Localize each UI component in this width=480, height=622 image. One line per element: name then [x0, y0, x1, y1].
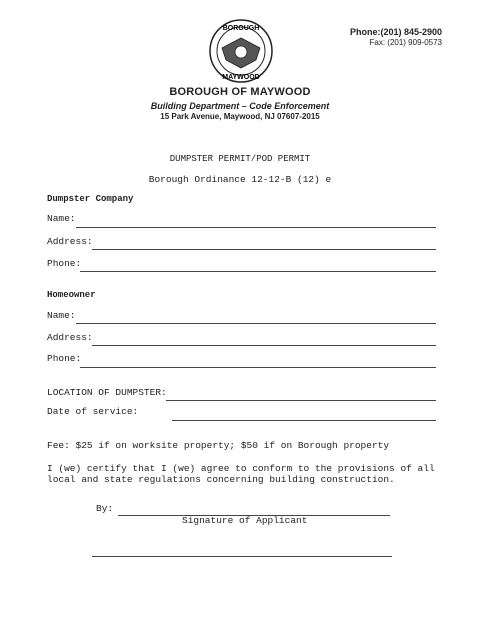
borough-name: BOROUGH OF MAYWOOD — [169, 86, 311, 98]
permit-title: DUMPSTER PERMIT/POD PERMIT — [169, 154, 311, 164]
date-of-service-field[interactable] — [172, 420, 436, 421]
svg-text:MAYWOOD: MAYWOOD — [222, 74, 260, 81]
location-field[interactable] — [166, 400, 436, 401]
homeowner-name-field[interactable] — [76, 323, 436, 324]
date-of-service-label: Date of service: — [47, 406, 139, 417]
homeowner-address-label: Address: — [47, 332, 93, 343]
homeowner-name-label: Name: — [47, 310, 76, 321]
fee-text: Fee: $25 if on worksite property; $50 if on Borough property — [47, 440, 390, 451]
borough-address: 15 Park Avenue, Maywood, NJ 07607-2015 — [160, 112, 320, 121]
phone-number: Phone:(201) 845-2900 — [349, 27, 442, 37]
company-name-label: Name: — [47, 213, 76, 224]
company-phone-label: Phone: — [47, 258, 82, 269]
by-label: By: — [96, 503, 114, 514]
company-phone-field[interactable] — [80, 271, 436, 272]
certification-line-2: local and state regulations concerning building construction. — [47, 474, 395, 485]
dumpster-company-heading: Dumpster Company — [47, 194, 134, 204]
company-address-label: Address: — [47, 236, 93, 247]
location-label: LOCATION OF DUMPSTER: — [47, 387, 167, 398]
svg-text:BOROUGH: BOROUGH — [222, 25, 260, 32]
company-name-field[interactable] — [76, 227, 436, 228]
signature-caption: Signature of Applicant — [182, 515, 308, 526]
borough-seal-logo — [208, 18, 274, 84]
homeowner-phone-field[interactable] — [80, 367, 436, 368]
bottom-divider — [92, 556, 392, 557]
fax-number: Fax: (201) 909-0573 — [369, 38, 442, 47]
homeowner-phone-label: Phone: — [47, 353, 82, 364]
homeowner-heading: Homeowner — [47, 290, 96, 300]
homeowner-address-field[interactable] — [92, 345, 436, 346]
certification-line-1: I (we) certify that I (we) agree to conform to the provisions of all — [47, 463, 435, 474]
ordinance-reference: Borough Ordinance 12-12-B (12) e — [148, 174, 332, 185]
company-address-field[interactable] — [92, 249, 436, 250]
department-name: Building Department – Code Enforcement — [150, 101, 330, 111]
